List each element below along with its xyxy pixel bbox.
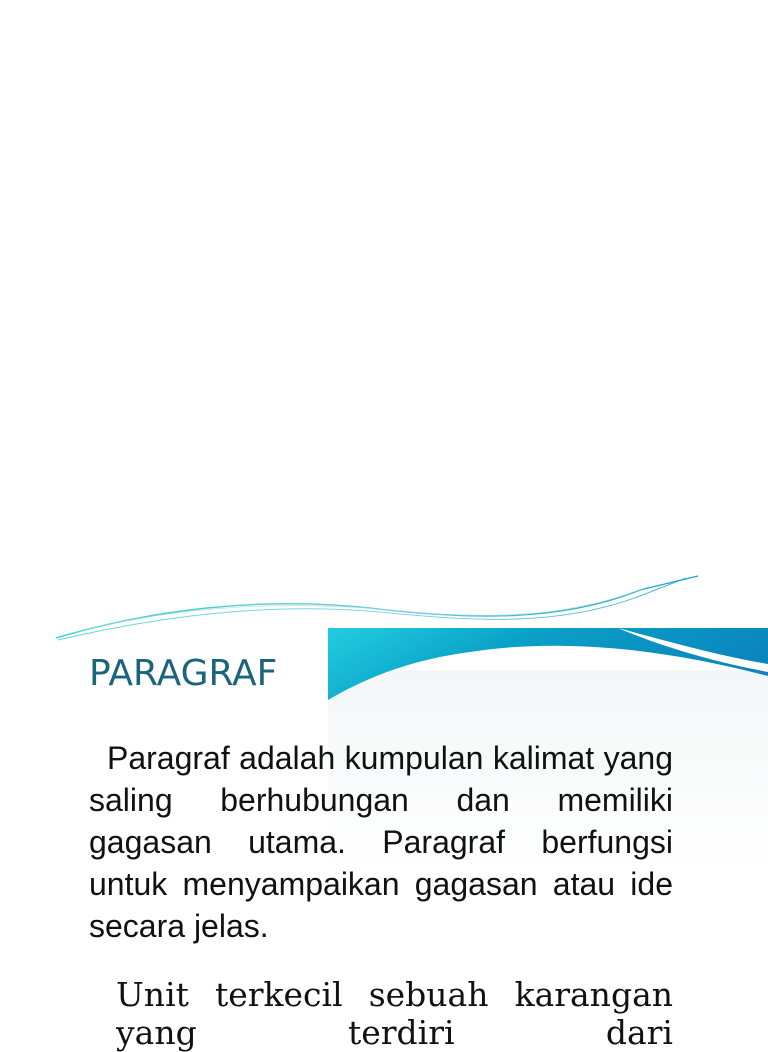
slide-title: PARAGRAF <box>89 653 278 694</box>
paragraph-unit: Unit terkecil sebuah karangan yang terdiri dari <box>116 975 673 1052</box>
paragraph-definition: Paragraf adalah kumpulan kalimat yang saling berhubungan dan memiliki gagasan utama. Paragraf berfungsi untuk menyampaikan gagasan atau ide secara jelas. <box>89 740 673 944</box>
